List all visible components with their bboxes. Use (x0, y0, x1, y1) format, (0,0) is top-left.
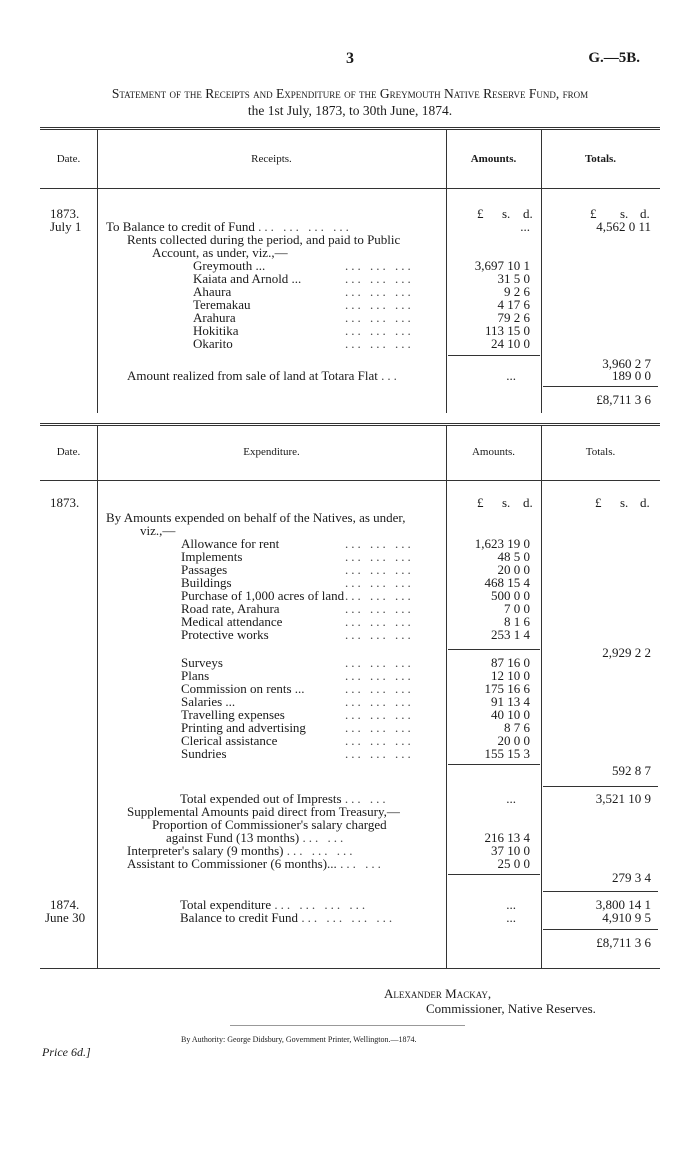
rents-account-label: Account, as under, viz.,— (152, 245, 288, 260)
expense-row-label: Medical attendance (181, 614, 283, 629)
amounts-currency-pound: £ (477, 206, 484, 221)
supplemental-sum-rule (448, 874, 540, 875)
imprests-total: 3,521 10 9 (595, 791, 651, 806)
sale-amount: ... (506, 368, 516, 383)
expense-row-label: Salaries ... (181, 694, 236, 709)
rents-collected-label: Rents collected during the period, and paid to Public (127, 232, 401, 247)
rent-row-leader-dots: ... ... ... (345, 310, 414, 325)
balance-forward-label: To Balance to credit of Fund ... ... ... ... (106, 219, 352, 234)
sale-total: 189 0 0 (612, 368, 651, 383)
rent-row-amount: 113 15 0 (484, 323, 530, 338)
expense-row-label: Purchase of 1,000 acres of land (181, 588, 345, 603)
rent-row-amount: 3,697 10 1 (474, 258, 530, 273)
expense-row-label: Buildings (181, 575, 232, 590)
rent-row-amount: 79 2 6 (497, 310, 530, 325)
amounts-currency-pence: d. (523, 206, 533, 221)
expenditure-date2-day: June 30 (45, 910, 86, 925)
expense-row-amount: 20 0 0 (497, 562, 530, 577)
expense-row-label: Passages (181, 562, 228, 577)
interpreter-salary-amount: 37 10 0 (491, 843, 530, 858)
expense-row-label: Sundries (181, 746, 227, 761)
price-label: Price 6d.] (42, 1045, 91, 1059)
supplemental-total: 279 3 4 (612, 870, 651, 885)
receipts-description-header: Receipts. (251, 153, 292, 165)
expenditure-intro: By Amounts expended on behalf of the Natives, as under, (106, 510, 406, 525)
total-expenditure-label: Total expenditure ... ... ... ... (180, 897, 369, 912)
expense-row-amount: 20 0 0 (497, 733, 530, 748)
sale-label: Amount realized from sale of land at Totara Flat ... (127, 368, 400, 383)
expenditure-date-year: 1873. (50, 495, 80, 510)
rent-row-label: Kaiata and Arnold ... (193, 271, 302, 286)
expense-row-leader-dots: ... ... ... (345, 707, 414, 722)
expense-row-amount: 91 13 4 (491, 694, 530, 709)
receipts-header-rule (40, 188, 660, 189)
rent-row-amount: 4 17 6 (497, 297, 530, 312)
expense-row-label: Allowance for rent (181, 536, 280, 551)
footer-rule (230, 1025, 465, 1026)
expense-row-leader-dots: ... ... ... (345, 562, 414, 577)
expense-row-label: Protective works (181, 627, 269, 642)
assistant-amount: 25 0 0 (497, 856, 530, 871)
rent-row-leader-dots: ... ... ... (345, 323, 414, 338)
expense-row-leader-dots: ... ... ... (345, 536, 414, 551)
receipts-amounts-header: Amounts. (470, 153, 517, 165)
totals-currency-pound: £ (590, 206, 597, 221)
supplemental-label: Supplemental Amounts paid direct from Treasury,— (127, 804, 400, 819)
expense-row-amount: 12 10 0 (491, 668, 530, 683)
rent-row-label: Okarito (193, 336, 233, 351)
balance-forward-total: 4,562 0 11 (596, 219, 651, 234)
signatory-name: Alexander Mackay, (384, 986, 492, 1001)
expense-row-amount: 8 7 6 (504, 720, 530, 735)
expense-row-leader-dots: ... ... ... (345, 733, 414, 748)
expense-row-amount: 1,623 19 0 (474, 536, 530, 551)
rent-row-leader-dots: ... ... ... (345, 297, 414, 312)
expense-row-amount: 87 16 0 (491, 655, 530, 670)
expenditure-top-rule (40, 423, 660, 424)
expense-row-leader-dots: ... ... ... (345, 601, 414, 616)
rents-subtotal: 3,960 2 7 (602, 356, 651, 371)
expense-row-label: Commission on rents ... (181, 681, 305, 696)
rent-row-amount: 24 10 0 (491, 336, 530, 351)
exp-amounts-currency-shilling: s. (502, 495, 511, 510)
expense-row-leader-dots: ... ... ... (345, 668, 414, 683)
expense-row-label: Plans (181, 668, 210, 683)
receipts-date-year: 1873. (50, 206, 80, 221)
expenditure-grand-total: £8,711 3 6 (596, 935, 651, 950)
balance-credit-label: Balance to credit Fund ... ... ... ... (180, 910, 396, 925)
totals-currency-pence: d. (640, 206, 650, 221)
expenditure-bottom-rule (40, 968, 660, 969)
commissioner-salary-label-2: against Fund (13 months) ... ... (166, 830, 347, 845)
expenditure-description-header: Expenditure. (243, 446, 300, 458)
receipts-total-rule (543, 386, 658, 387)
receipts-top-rule (40, 127, 660, 128)
expense-row-leader-dots: ... ... ... (345, 694, 414, 709)
document-reference: G.—5B. (588, 50, 640, 66)
expenditure-grand-rule (543, 929, 658, 930)
expenditure-col-divider-3 (541, 425, 542, 968)
totals-currency-shilling: s. (620, 206, 629, 221)
expense-row-label: Printing and advertising (181, 720, 306, 735)
expense-row-label: Clerical assistance (181, 733, 278, 748)
expense-row-leader-dots: ... ... ... (345, 588, 414, 603)
rent-row-leader-dots: ... ... ... (345, 336, 414, 351)
expenditure-date2-year: 1874. (50, 897, 80, 912)
expenditure-date-header: Date. (56, 446, 81, 458)
printer-imprint: By Authority: George Didsbury, Government Printer, Wellington.—1874. (181, 1035, 417, 1044)
statement-title (20, 85, 680, 119)
rent-row-leader-dots: ... ... ... (345, 258, 414, 273)
expenditure-intro-viz: viz.,— (140, 523, 176, 538)
expense-row-amount: 155 15 3 (484, 746, 530, 761)
expense-row-amount: 40 10 0 (491, 707, 530, 722)
expenditure-col-divider-1 (97, 425, 98, 968)
imprests-total-rule (543, 786, 658, 787)
balance-forward-amount: ... (520, 219, 530, 234)
signatory-title: Commissioner, Native Reserves. (426, 1001, 596, 1016)
total-expenditure-amount: ... (506, 897, 516, 912)
rents-sum-rule (448, 355, 540, 356)
total-expenditure-total: 3,800 14 1 (595, 897, 651, 912)
exp-totals-currency-shilling: s. (620, 495, 629, 510)
group1-sum-rule (448, 649, 540, 650)
group2-sum-rule (448, 764, 540, 765)
exp-amounts-currency-pound: £ (477, 495, 484, 510)
title-line-2: the 1st July, 1873, to 30th June, 1874. (247, 103, 453, 118)
expense-row-label: Road rate, Arahura (181, 601, 280, 616)
receipts-col-divider-1 (97, 129, 98, 413)
receipts-grand-total: £8,711 3 6 (596, 392, 651, 407)
receipts-date-day: July 1 (50, 219, 82, 234)
commissioner-salary-amount: 216 13 4 (484, 830, 530, 845)
expense-row-amount: 7 0 0 (504, 601, 530, 616)
interpreter-salary-label: Interpreter's salary (9 months) ... ... ... (127, 843, 356, 858)
expense-row-amount: 468 15 4 (484, 575, 530, 590)
group1-total: 2,929 2 2 (602, 645, 651, 660)
expense-row-amount: 500 0 0 (491, 588, 530, 603)
expense-row-leader-dots: ... ... ... (345, 575, 414, 590)
expense-row-leader-dots: ... ... ... (345, 720, 414, 735)
balance-credit-amount: ... (506, 910, 516, 925)
commissioner-salary-label-1: Proportion of Commissioner's salary charged (152, 817, 387, 832)
expense-row-label: Implements (181, 549, 243, 564)
expense-row-leader-dots: ... ... ... (345, 746, 414, 761)
receipts-top-rule-2 (40, 129, 660, 130)
imprests-label: Total expended out of Imprests ... ... (180, 791, 389, 806)
amounts-currency-shilling: s. (502, 206, 511, 221)
expense-row-leader-dots: ... ... ... (345, 627, 414, 642)
rent-row-label: Greymouth ... (193, 258, 266, 273)
expense-row-label: Surveys (181, 655, 223, 670)
expense-row-amount: 48 5 0 (497, 549, 530, 564)
imprests-amount: ... (506, 791, 516, 806)
rent-row-leader-dots: ... ... ... (345, 271, 414, 286)
expenditure-totals-header: Totals. (585, 446, 616, 458)
expenditure-header-rule (40, 480, 660, 481)
expense-row-leader-dots: ... ... ... (345, 614, 414, 629)
exp-totals-currency-pound: £ (595, 495, 602, 510)
expense-row-leader-dots: ... ... ... (345, 655, 414, 670)
rent-row-label: Ahaura (193, 284, 232, 299)
rent-row-leader-dots: ... ... ... (345, 284, 414, 299)
exp-amounts-currency-pence: d. (523, 495, 533, 510)
expense-row-leader-dots: ... ... ... (345, 681, 414, 696)
expense-row-amount: 175 16 6 (484, 681, 530, 696)
rent-row-amount: 31 5 0 (497, 271, 530, 286)
expenditure-top-rule-2 (40, 425, 660, 426)
rent-row-label: Arahura (193, 310, 236, 325)
expense-row-leader-dots: ... ... ... (345, 549, 414, 564)
receipts-date-header: Date. (56, 153, 81, 165)
assistant-label: Assistant to Commissioner (6 months)... ... ... (127, 856, 384, 871)
balance-credit-total: 4,910 9 5 (602, 910, 651, 925)
receipts-totals-header: Totals. (584, 153, 617, 165)
title-line-1: Statement of the Receipts and Expenditure of the Greymouth Native Reserve Fund, from (111, 86, 589, 101)
rent-row-label: Teremakau (193, 297, 251, 312)
page-number: 3 (346, 50, 354, 67)
exp-totals-currency-pence: d. (640, 495, 650, 510)
rent-row-amount: 9 2 6 (504, 284, 530, 299)
expense-row-label: Travelling expenses (181, 707, 285, 722)
rent-row-label: Hokitika (193, 323, 239, 338)
group2-total: 592 8 7 (612, 763, 651, 778)
expenditure-total-rule (543, 891, 658, 892)
expenditure-amounts-header: Amounts. (471, 446, 516, 458)
expense-row-amount: 8 1 6 (504, 614, 530, 629)
expense-row-amount: 253 1 4 (491, 627, 530, 642)
